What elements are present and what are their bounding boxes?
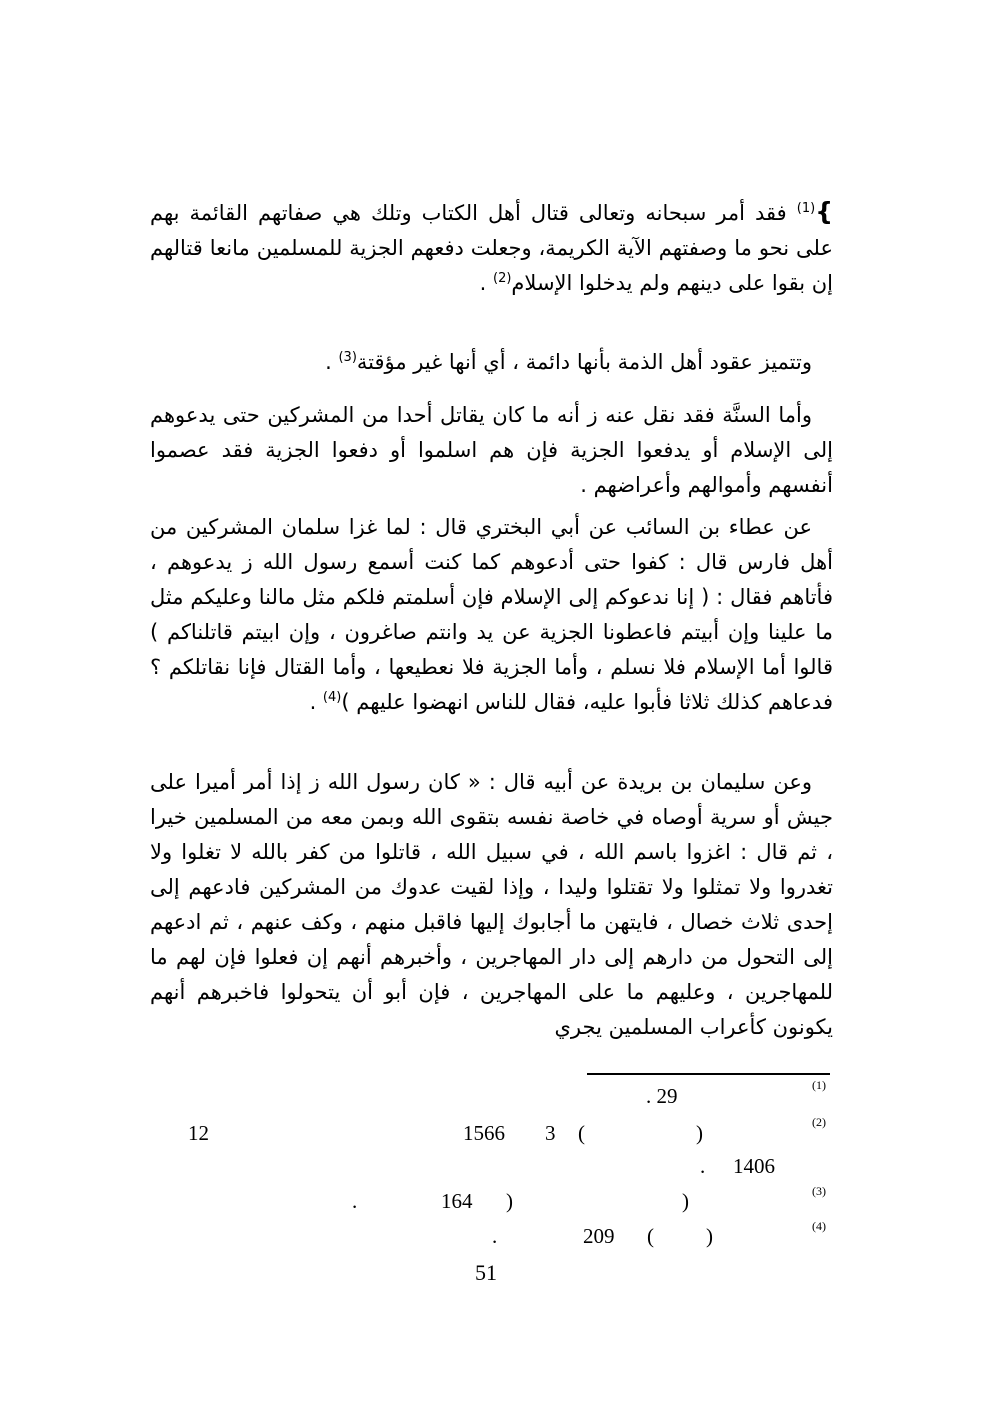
- footnote-2-volume: 3: [545, 1121, 556, 1145]
- paragraph-5-text: وعن سليمان بن بريدة عن أبيه قال : « كان رسول الله ز إذا أمر أميرا على جيش أو سرية أوصاه في خاصة نفسه بتقوى الله وبمن معه من المسلمين خيرا ، ثم قال : اغزوا باسم الله ، في سبيل الله ، قاتلوا من كفر بالله لا تغلوا ولا تغدروا ولا تمثلوا ولا تقتلوا وليدا ، وإذا لقيت عدوك من المشركين فادعهم إلى إحدى ثلاث خصال ، فايتهن ما أجابوك إليها فاقبل منهم ، وكف عنهم ، ثم ادعهم إلى التحول من دارهم إلى دار المهاجرين ، وأخبرهم أنهم إن فعلوا فإن لهم ما للمهاجرين ، وعليهم ما على المهاجرين ، فإن أبو أن يتحولوا فاخبرهم أنهم يكونون كأعراب المسلمين يجري: [150, 770, 833, 1039]
- footnote-3-dot: .: [352, 1189, 358, 1213]
- footnote-4-paren-close: ): [706, 1224, 713, 1248]
- footnote-ref-3: (3): [338, 350, 357, 365]
- closing-brace: }: [815, 197, 833, 226]
- footnote-4-marker: (4): [812, 1219, 826, 1233]
- footnote-ref-1: (1): [796, 201, 816, 216]
- footnote-ref-4: (4): [322, 690, 342, 705]
- paragraph-4-end: .: [309, 690, 323, 714]
- paragraph-1-text: فقد أمر سبحانه وتعالى قتال أهل الكتاب وتلك هي صفاتهم القائمة بهم على نحو ما وصفتهم الآية الكريمة، وجعلت دفعهم الجزية للمسلمين مانعا قتالهم إن بقوا على دينهم ولم يدخلوا الإسلام: [150, 201, 833, 295]
- footnote-separator: [587, 1073, 830, 1075]
- footnote-4-paren-open: (: [647, 1224, 654, 1248]
- footnote-2-dot: .: [700, 1154, 706, 1178]
- footnote-1-marker: (1): [812, 1078, 826, 1092]
- paragraph-1-end: .: [479, 271, 493, 295]
- footnote-2-marker: (2): [812, 1115, 826, 1129]
- paragraph-2-end: .: [325, 350, 339, 374]
- footnote-ref-2: (2): [492, 271, 512, 286]
- footnote-2-paren-open: (: [578, 1121, 585, 1145]
- paragraph-5: [150, 765, 833, 1045]
- footnote-2-number: 1566: [463, 1121, 505, 1145]
- footnote-1-text: . 29: [646, 1084, 678, 1108]
- paragraph-2-text: وتتميز عقود أهل الذمة بأنها دائمة ، أي أنها غير مؤقتة: [356, 350, 812, 374]
- footnote-2-page: 12: [188, 1121, 209, 1145]
- footnote-4-page: 209: [583, 1224, 615, 1248]
- footnote-3-paren-open: ): [506, 1189, 513, 1213]
- footnote-2-paren-close: ): [696, 1121, 703, 1145]
- footnote-4-dot: .: [492, 1224, 498, 1248]
- paragraph-4-text: عن عطاء بن السائب عن أبي البختري قال : لما غزا سلمان المشركين من أهل فارس قال : كفوا حتى أدعوهم كما كنت أسمع رسول الله ز يدعوهم ، فأتاهم فقال : ( إنا ندعوكم إلى الإسلام فإن أسلمتم فلكم مثل مالنا وعليكم مثل ما علينا وإن أبيتم فاعطونا الجزية عن يد وانتم صاغرون ، وإن ابيتم قاتلناكم ) قالوا أما الإسلام فلا نسلم ، وأما الجزية فلا نعطيعها ، وأما القتال فإنا نقاتلكم ؟ فدعاهم كذلك ثلاثا فأبوا عليه، فقال للناس انهضوا عليهم ): [150, 515, 833, 714]
- footnote-3-page: 164: [441, 1189, 473, 1213]
- paragraph-2: [150, 345, 833, 380]
- paragraph-1: [150, 194, 833, 301]
- footnote-3-marker: (3): [812, 1184, 826, 1198]
- footnote-3-paren-close: ): [682, 1189, 689, 1213]
- paragraph-3: [150, 398, 833, 503]
- footnote-2-year: 1406: [733, 1154, 775, 1178]
- paragraph-4: [150, 510, 833, 720]
- paragraph-3-text: وأما السنَّة فقد نقل عنه ز أنه ما كان يقاتل أحدا من المشركين حتى يدعوهم إلى الإسلام أو يدفعوا الجزية فإن هم اسلموا أو دفعوا الجزية فقد عصموا أنفسهم وأموالهم وأعراضهم .: [150, 403, 833, 497]
- page-number: 51: [475, 1260, 497, 1285]
